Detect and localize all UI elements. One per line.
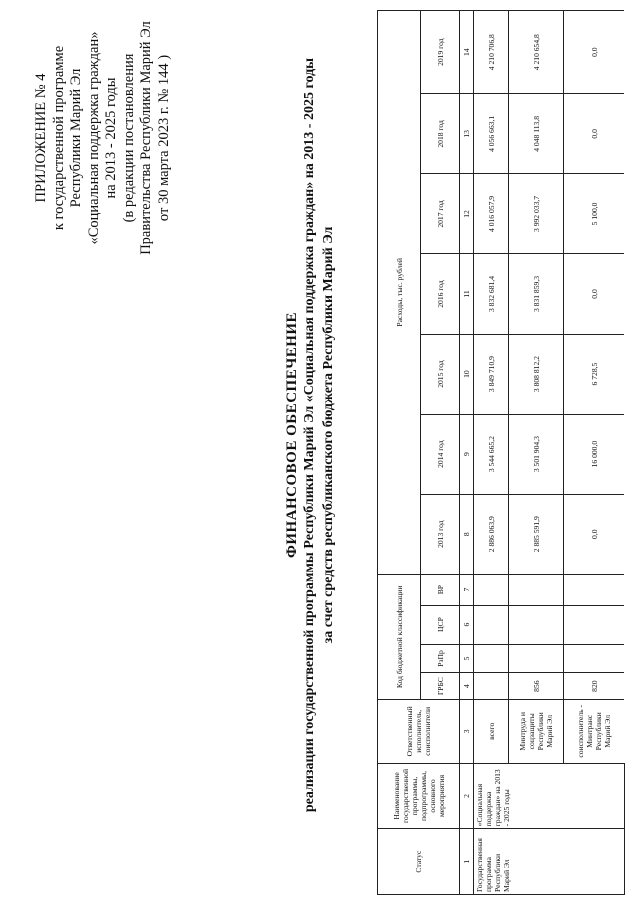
header-year: 2014 год [421, 414, 460, 494]
appendix-line: (в редакции постановления [120, 53, 137, 223]
appendix-line: Правительства Республики Марий Эл [138, 21, 154, 255]
header-year: 2017 год [421, 174, 460, 254]
column-number: 5 [460, 644, 474, 673]
document-subtitle: реализации государственной программы Республики Марий Эл «Социальная поддержка граждан» на 2013 - 2025 годы [302, 57, 317, 813]
column-number: 7 [460, 574, 474, 605]
table-row [509, 11, 564, 895]
csr-cell [474, 605, 509, 644]
value-cell: 16 000,0 [564, 414, 625, 494]
document-subtitle-2: за счет средств республиканского бюджета Республики Марий Эл [321, 226, 336, 644]
rzpr-cell [564, 644, 625, 673]
value-cell: 6 728,5 [564, 334, 625, 414]
rzpr-cell [509, 644, 564, 673]
header-year: 2019 год [421, 11, 460, 94]
header-rzpr: РзПр [421, 644, 460, 673]
column-number: 9 [460, 414, 474, 494]
column-number: 6 [460, 605, 474, 644]
grbs-cell: 820 [564, 673, 625, 700]
value-cell: 4 056 663,1 [474, 94, 509, 174]
header-name: Наименование государственной программы, подпрограммы, основного мероприятия [378, 763, 460, 829]
table-row [564, 11, 625, 895]
header-budget-code: Код бюджетной классификации [378, 574, 421, 699]
value-cell: 3 501 904,3 [509, 414, 564, 494]
appendix-line: от 30 марта 2023 г. № 144 ) [155, 54, 172, 222]
header-vr: ВР [421, 574, 460, 605]
appendix-line: к государственной программе [50, 45, 67, 231]
appendix-line: «Социальная поддержка граждан» [85, 31, 102, 245]
column-number: 10 [460, 334, 474, 414]
column-number: 1 [460, 829, 474, 895]
executor-cell: Минтруда и соцзащиты Республики Марий Эл [509, 699, 564, 763]
column-number: 12 [460, 174, 474, 254]
status-cell: Государственная программа Республики Марий Эл [474, 829, 625, 895]
csr-cell [564, 605, 625, 644]
csr-cell [509, 605, 564, 644]
grbs-cell [474, 673, 509, 700]
value-cell: 3 544 665,2 [474, 414, 509, 494]
value-cell: 0,0 [564, 94, 625, 174]
header-executor: Ответственный исполнитель, соисполнители [378, 699, 460, 763]
value-cell: 2 885 591,9 [509, 494, 564, 574]
appendix-line: ПРИЛОЖЕНИЕ № 4 [33, 73, 49, 203]
column-number: 11 [460, 254, 474, 334]
header-grbs: ГРБС [421, 673, 460, 700]
appendix-line: Республики Марий Эл [68, 68, 84, 208]
vr-cell [509, 574, 564, 605]
value-cell: 3 832 681,4 [474, 254, 509, 334]
executor-cell: всего [474, 699, 509, 763]
table-row [474, 11, 509, 895]
appendix-header [33, 8, 173, 268]
value-cell: 4 210 654,8 [509, 11, 564, 94]
vr-cell [474, 574, 509, 605]
header-year: 2013 год [421, 494, 460, 574]
value-cell: 2 886 063,9 [474, 494, 509, 574]
value-cell: 0,0 [564, 254, 625, 334]
column-number: 13 [460, 94, 474, 174]
value-cell: 3 831 859,3 [509, 254, 564, 334]
header-csr: ЦСР [421, 605, 460, 644]
value-cell: 3 808 812,2 [509, 334, 564, 414]
header-expenses: Расходы, тыс. рублей [378, 11, 421, 575]
value-cell: 4 016 057,9 [474, 174, 509, 254]
appendix-line: на 2013 - 2025 годы [103, 77, 119, 199]
value-cell: 0,0 [564, 494, 625, 574]
header-year: 2016 год [421, 254, 460, 334]
value-cell: 0,0 [564, 11, 625, 94]
value-cell: 3 849 710,9 [474, 334, 509, 414]
header-year: 2018 год [421, 94, 460, 174]
rzpr-cell [474, 644, 509, 673]
value-cell: 4 048 113,8 [509, 94, 564, 174]
header-status: Статус [378, 829, 460, 895]
value-cell: 5 100,0 [564, 174, 625, 254]
column-number: 8 [460, 494, 474, 574]
column-number: 4 [460, 673, 474, 700]
vr-cell [564, 574, 625, 605]
column-number: 2 [460, 763, 474, 829]
value-cell: 3 992 033,7 [509, 174, 564, 254]
financing-table [377, 10, 625, 895]
program-name-cell: «Социальная поддержка граждан» на 2013 - 2025 годы [474, 763, 625, 829]
value-cell: 4 210 706,8 [474, 11, 509, 94]
executor-cell: соисполнитель - Минтранс Республики Марий Эл [564, 699, 625, 763]
grbs-cell: 856 [509, 673, 564, 700]
header-year: 2015 год [421, 334, 460, 414]
document-title: ФИНАНСОВОЕ ОБЕСПЕЧЕНИЕ [284, 311, 300, 559]
column-number: 14 [460, 11, 474, 94]
column-number: 3 [460, 699, 474, 763]
